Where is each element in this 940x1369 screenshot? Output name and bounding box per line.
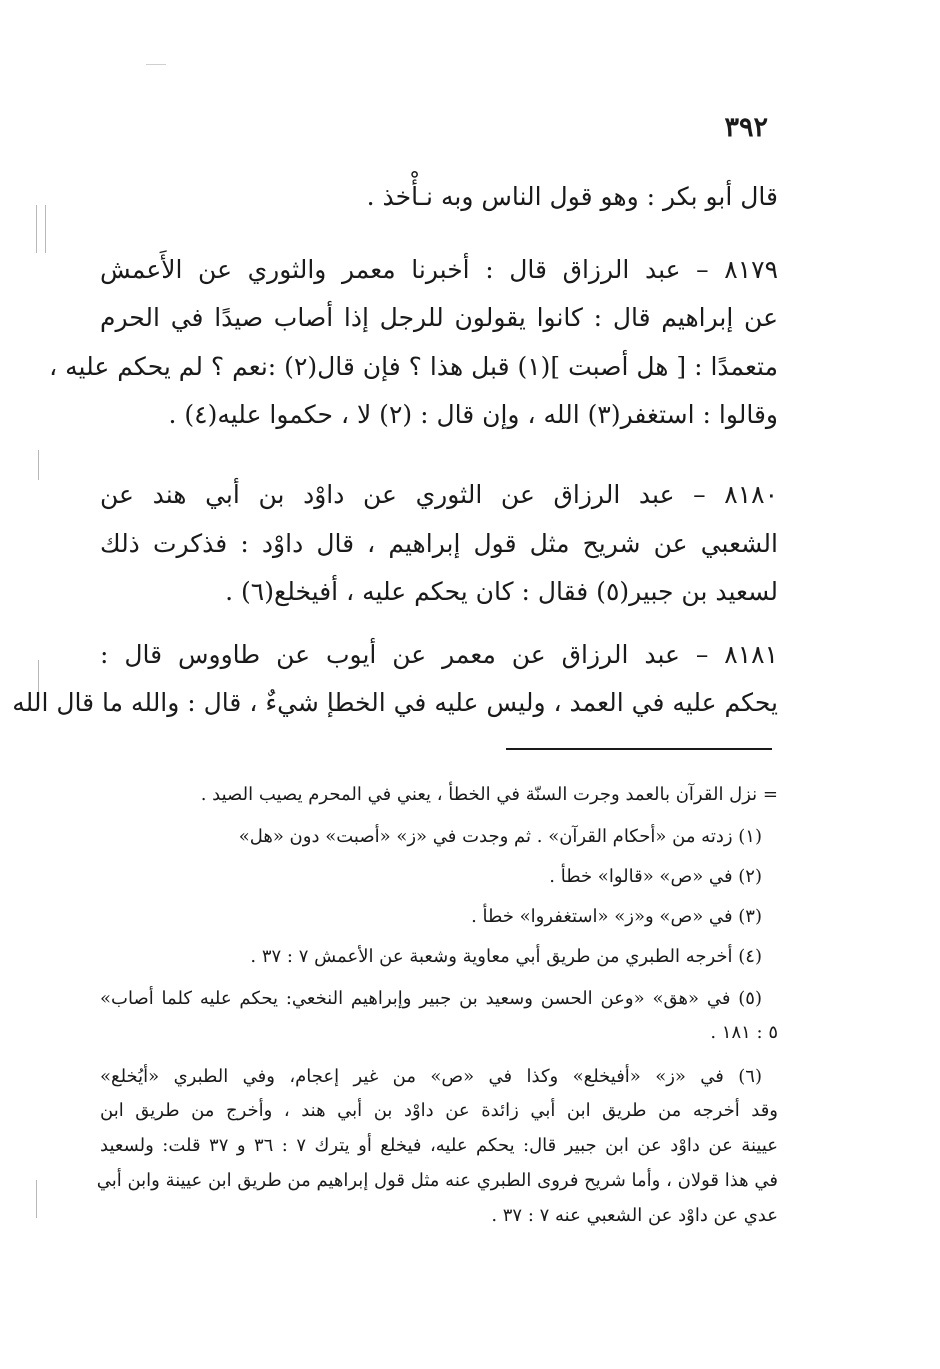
intro-text: قال أبو بكر : وهو قول الناس وبه نـأْخذ . [366, 182, 778, 211]
footnote-6-line: في هذا قولان ، وأما شريح فروى الطبري عنه مثل قول إبراهيم من طريق ابن عيينة وابن أبي [96, 1170, 778, 1191]
paragraph-8181-line: ٨١٨١ – عبد الرزاق عن معمر عن أيوب عن طاووس قال : [100, 640, 778, 669]
footnote-4: (٤) أخرجه الطبري من طريق أبي معاوية وشعبة عن الأعمش ٧ : ٣٧ . [250, 946, 762, 967]
footnote-2: (٢) في «ص» «قالوا» خطأ . [549, 866, 762, 887]
footnote-separator [506, 748, 772, 750]
page-number: ٣٩٢ [724, 112, 768, 143]
footnote-1: (١) زدته من «أحكام القرآن» . ثم وجدت في «ز» «أصبت» دون «هل» [238, 826, 762, 847]
margin-line [36, 1180, 37, 1218]
footnote-5-continuation: ٥ : ١٨١ . [710, 1022, 778, 1043]
margin-line [38, 450, 39, 480]
paragraph-8181-line: يحكم عليه في العمد ، وليس عليه في الخطإ شيءٌ ، قال : والله ما قال الله [12, 688, 778, 717]
paragraph-8179-line: عن إبراهيم قال : كانوا يقولون للرجل إذا أصاب صيدًا في الحرم [100, 303, 778, 332]
paragraph-8180-line: ٨١٨٠ – عبد الرزاق عن الثوري عن داوْد بن أبي هند عن [100, 480, 778, 509]
footnote-6-line: وقد أخرجه من طريق ابن أبي زائدة عن داوْد بن أبي هند ، وأخرج من طريق ابن [100, 1100, 778, 1121]
footnote-5: (٥) في «هق» «وعن الحسن وسعيد بن جبير وإبراهيم النخعي: يحكم عليه كلما أصاب» [100, 988, 762, 1009]
scan-mark [146, 64, 166, 65]
footnote-6-line: عيينة عن داوْد عن ابن جبير قال: يحكم عليه، فيخلع أو يترك ٧ : ٣٦ و ٣٧ قلت: ولسعيد [100, 1135, 778, 1156]
margin-line [36, 205, 37, 253]
paragraph-8180-line: لسعيد بن جبير(٥) فقال : كان يحكم عليه ، أفيخلع(٦) . [225, 577, 778, 606]
paragraph-8179-line: متعمدًا : [ هل أصبت ](١) قبل هذا ؟ فإن قال(٢) :نعم ؟ لم يحكم عليه ، [49, 352, 778, 381]
footnote-continuation: = نزل القرآن بالعمد وجرت السنّة في الخطأ ، يعني في المحرم يصيب الصيد . [200, 784, 778, 805]
footnote-3: (٣) في «ص» و«ز» «استغفروا» خطأ . [471, 906, 762, 927]
footnote-6-line: عدي عن داوْد عن الشعبي عنه ٧ : ٣٧ . [491, 1205, 778, 1226]
paragraph-8179-line: ٨١٧٩ – عبد الرزاق قال : أخبرنا معمر والثوري عن الأَعمش [100, 255, 778, 284]
paragraph-8179-line: وقالوا : استغفر(٣) الله ، وإن قال : (٢) لا ، حكموا عليه(٤) . [168, 400, 778, 429]
paragraph-8180-line: الشعبي عن شريح مثل قول إبراهيم ، قال داوْد : فذكرت ذلك [100, 529, 778, 558]
footnote-6-line: (٦) في «ز» «أفيخلع» وكذا في «ص» من غير إعجام، وفي الطبري «أيُخلع» [100, 1066, 762, 1087]
margin-line [45, 205, 46, 253]
